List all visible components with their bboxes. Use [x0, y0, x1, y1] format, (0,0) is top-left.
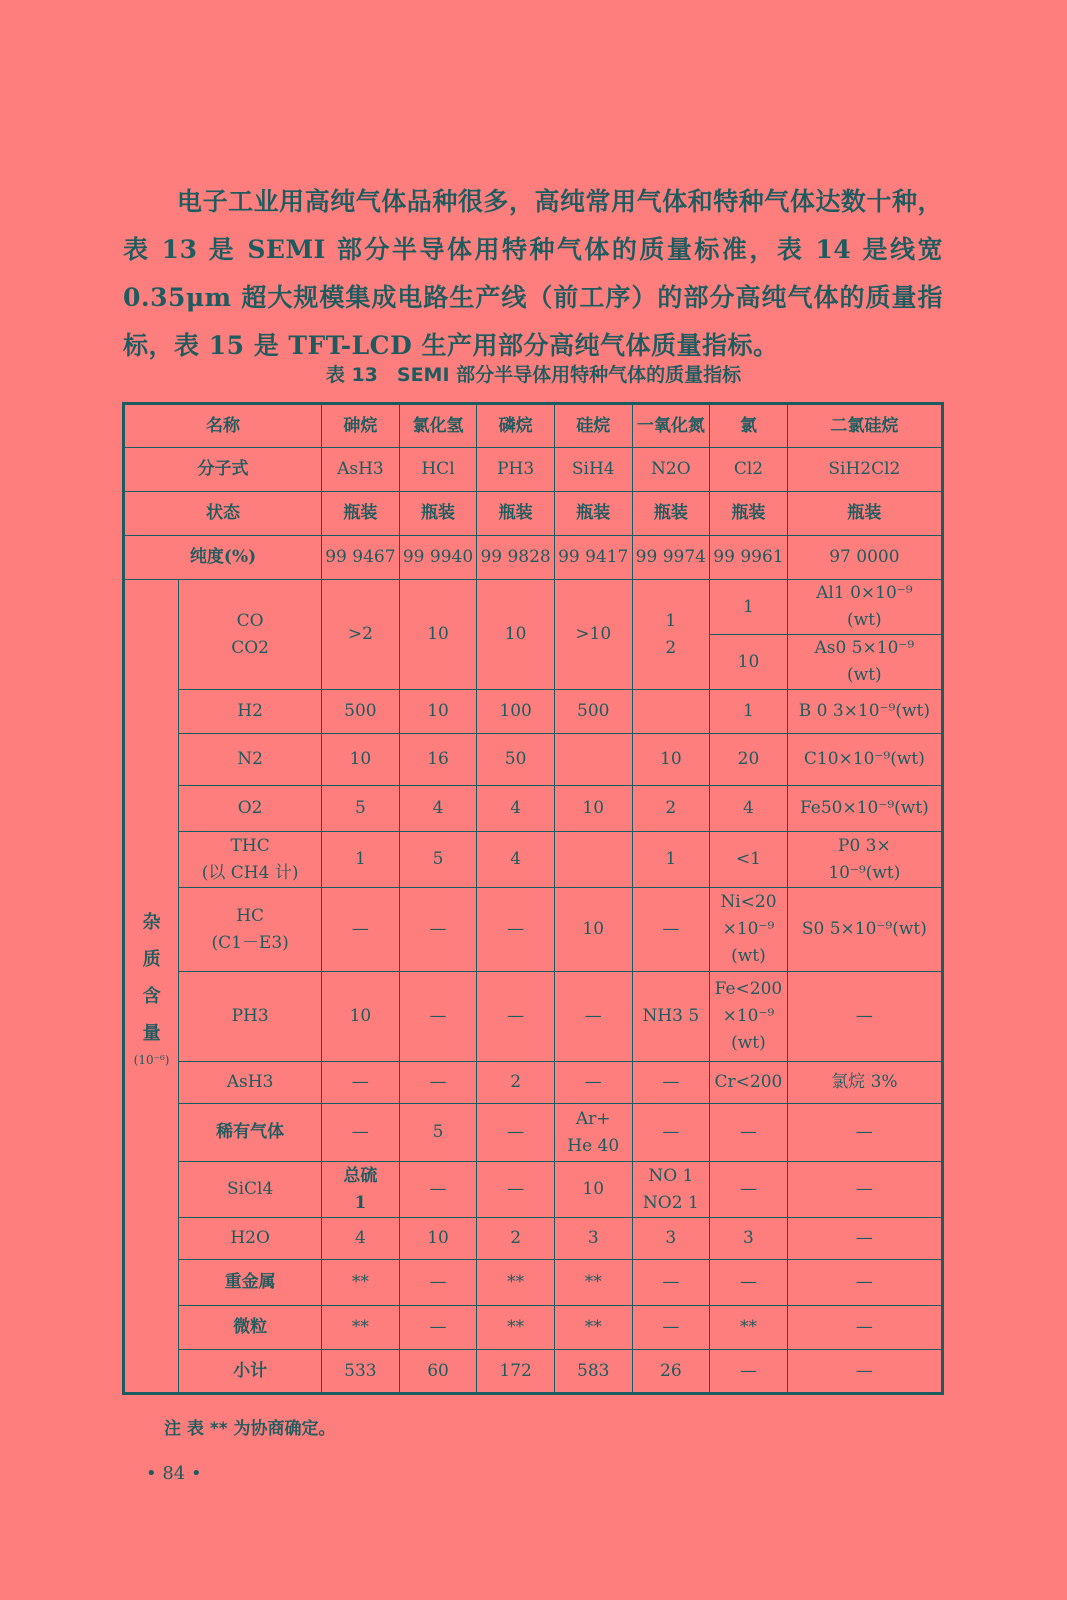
particle-row — [124, 1306, 943, 1350]
ph3-cl-b: ×10⁻⁹ — [722, 1006, 775, 1026]
heavy-metal-cell: — — [632, 1260, 710, 1306]
h2o-row — [124, 1218, 943, 1260]
co-no-1: 1 — [665, 610, 677, 631]
thc-label-1: THC — [230, 835, 270, 856]
co-no-2: 2 — [665, 637, 677, 658]
n2-row — [124, 734, 943, 786]
hc-label — [179, 888, 322, 972]
n2-cell: 10 — [322, 734, 400, 786]
state-cell: 瓶装 — [322, 492, 400, 536]
h2-cell: B 0 3×10⁻⁹(wt) — [787, 690, 942, 734]
rare-gas-cell: — — [710, 1104, 788, 1162]
purity-cell: 99 9940 — [399, 536, 477, 580]
ph3-row — [124, 972, 943, 1062]
particle-cell: ** — [477, 1306, 555, 1350]
rare-gas-silane-b: He 40 — [567, 1135, 620, 1156]
subtotal-row — [124, 1350, 943, 1394]
rare-gas-cell: — — [477, 1104, 555, 1162]
co-phosphine: 10 — [477, 580, 555, 690]
purity-cell: 97 0000 — [787, 536, 942, 580]
sicl4-cell: — — [477, 1162, 555, 1218]
ash3-cell: — — [554, 1062, 632, 1104]
table-note: 注 表 ** 为协商确定。 — [164, 1419, 336, 1439]
h2o-cell: 3 — [710, 1218, 788, 1260]
hc-chlorine — [710, 888, 788, 972]
h2o-cell: 3 — [554, 1218, 632, 1260]
sicl4-arsine-a: 总硫 — [343, 1165, 378, 1186]
ash3-cell: — — [632, 1062, 710, 1104]
hc-cell: — — [477, 888, 555, 972]
particle-label: 微粒 — [179, 1306, 322, 1350]
thc-cell — [554, 832, 632, 888]
co-dcs-2b: (wt) — [847, 665, 882, 685]
subtotal-cell: 583 — [554, 1350, 632, 1394]
purity-cell: 99 9417 — [554, 536, 632, 580]
n2-cell: C10×10⁻⁹(wt) — [787, 734, 942, 786]
heavy-metal-cell: — — [399, 1260, 477, 1306]
ph3-cell: 10 — [322, 972, 400, 1062]
rare-gas-label: 稀有气体 — [179, 1104, 322, 1162]
co-dcs-1b: (wt) — [847, 610, 882, 630]
particle-cell: — — [399, 1306, 477, 1350]
ph3-cell: NH3 5 — [632, 972, 710, 1062]
subtotal-cell: 533 — [322, 1350, 400, 1394]
formula-cell: SiH2Cl2 — [787, 448, 942, 492]
impurity-char: 含 — [142, 986, 161, 1007]
co-dcs-2 — [787, 635, 942, 690]
o2-label: O2 — [179, 786, 322, 832]
formula-row — [124, 448, 943, 492]
sicl4-no-b: NO2 1 — [642, 1192, 699, 1213]
impurity-unit: (10⁻⁶) — [133, 1053, 170, 1067]
subtotal-label: 小计 — [179, 1350, 322, 1394]
purity-cell: 99 9828 — [477, 536, 555, 580]
thc-label — [179, 832, 322, 888]
purity-cell: 99 9961 — [710, 536, 788, 580]
h2o-cell: 3 — [632, 1218, 710, 1260]
table-title: 表 13 SEMI 部分半导体用特种气体的质量指标 — [325, 364, 742, 386]
h2-cell: 1 — [710, 690, 788, 734]
gas-nitrous-oxide: 一氧化氮 — [632, 404, 710, 448]
ash3-cell: 氯烷 3% — [787, 1062, 942, 1104]
particle-cell: ** — [322, 1306, 400, 1350]
gas-chlorine: 氯 — [710, 404, 788, 448]
h2o-cell: — — [787, 1218, 942, 1260]
rare-gas-silane-a: Ar+ — [575, 1108, 611, 1129]
ph3-cell: — — [554, 972, 632, 1062]
subtotal-cell: 172 — [477, 1350, 555, 1394]
sicl4-arsine — [322, 1162, 400, 1218]
thc-dcs — [787, 832, 942, 888]
co-label — [179, 580, 322, 690]
o2-cell: Fe50×10⁻⁹(wt) — [787, 786, 942, 832]
n2-cell: 20 — [710, 734, 788, 786]
particle-cell: ** — [710, 1306, 788, 1350]
formula-cell: N2O — [632, 448, 710, 492]
formula-cell: HCl — [399, 448, 477, 492]
h2o-cell: 2 — [477, 1218, 555, 1260]
state-cell: 瓶装 — [477, 492, 555, 536]
h2-label: H2 — [179, 690, 322, 734]
n2-cell: 16 — [399, 734, 477, 786]
impurity-group-label — [124, 580, 179, 1394]
purity-cell: 99 9467 — [322, 536, 400, 580]
state-cell: 瓶装 — [632, 492, 710, 536]
sicl4-label: SiCl4 — [179, 1162, 322, 1218]
co-chlorine-2: 10 — [710, 635, 788, 690]
intro-paragraph-text: 电子工业用高纯气体品种很多，高纯常用气体和特种气体达数十种，表 13 是 SEMI 部分半导体用特种气体的质量标准，表 14 是线宽 0.35μm 超大规模集成电路生产线（前工序）的部分高纯气体的质量指标，表 15 是 TFT-LCD 生产用部分高纯气体质量指标。 — [123, 187, 943, 360]
gas-silane: 硅烷 — [554, 404, 632, 448]
thc-cell: 1 — [632, 832, 710, 888]
o2-cell: 4 — [710, 786, 788, 832]
subtotal-cell: 60 — [399, 1350, 477, 1394]
hc-row — [124, 888, 943, 972]
co-label-1: CO — [236, 610, 264, 631]
thc-label-2: (以 CH4 计) — [201, 862, 299, 883]
thc-cell: <1 — [710, 832, 788, 888]
o2-cell: 10 — [554, 786, 632, 832]
ash3-row — [124, 1062, 943, 1104]
rare-gas-cell: — — [632, 1104, 710, 1162]
sicl4-row — [124, 1162, 943, 1218]
particle-cell: — — [787, 1306, 942, 1350]
sicl4-arsine-b: 1 — [354, 1192, 367, 1213]
co-chlorine-1: 1 — [710, 580, 788, 635]
ash3-cell: — — [322, 1062, 400, 1104]
thc-cell: 1 — [322, 832, 400, 888]
formula-label: 分子式 — [124, 448, 322, 492]
h2-cell: 500 — [554, 690, 632, 734]
thc-cell: 4 — [477, 832, 555, 888]
gas-phosphine: 磷烷 — [477, 404, 555, 448]
co-dcs-1 — [787, 580, 942, 635]
ash3-cell: Cr<200 — [710, 1062, 788, 1104]
co-dcs-1a: Al1 0×10⁻⁹ — [816, 583, 913, 603]
ash3-label: AsH3 — [179, 1062, 322, 1104]
sicl4-cell: — — [399, 1162, 477, 1218]
h2o-label: H2O — [179, 1218, 322, 1260]
subtotal-cell: — — [787, 1350, 942, 1394]
subtotal-cell: — — [710, 1350, 788, 1394]
heavy-metal-cell: — — [710, 1260, 788, 1306]
sicl4-cell: — — [787, 1162, 942, 1218]
formula-cell: PH3 — [477, 448, 555, 492]
n2-cell — [554, 734, 632, 786]
state-cell: 瓶装 — [787, 492, 942, 536]
ph3-label: PH3 — [179, 972, 322, 1062]
thc-dcs-a: P0 3× — [838, 835, 891, 856]
subtotal-cell: 26 — [632, 1350, 710, 1394]
n2-cell: 10 — [632, 734, 710, 786]
thc-row — [124, 832, 943, 888]
ph3-cl-a: Fe<200 — [714, 979, 783, 999]
hc-cell: 10 — [554, 888, 632, 972]
gas-arsine: 砷烷 — [322, 404, 400, 448]
hc-cell: — — [399, 888, 477, 972]
co-nitrous-oxide — [632, 580, 710, 690]
formula-cell: Cl2 — [710, 448, 788, 492]
purity-cell: 99 9974 — [632, 536, 710, 580]
o2-cell: 4 — [399, 786, 477, 832]
hc-cell: — — [322, 888, 400, 972]
o2-cell: 5 — [322, 786, 400, 832]
h2-cell: 10 — [399, 690, 477, 734]
hc-cl-b: ×10⁻⁹ — [722, 919, 775, 939]
intro-paragraph — [123, 178, 943, 370]
h2-row — [124, 690, 943, 734]
purity-label: 纯度(%) — [124, 536, 322, 580]
hc-cl-c: (wt) — [731, 946, 766, 966]
rare-gas-cell: — — [787, 1104, 942, 1162]
rare-gas-row — [124, 1104, 943, 1162]
co-label-2: CO2 — [231, 637, 269, 658]
particle-cell: ** — [554, 1306, 632, 1350]
sicl4-no — [632, 1162, 710, 1218]
gas-hcl: 氯化氢 — [399, 404, 477, 448]
h2-cell: 100 — [477, 690, 555, 734]
purity-row — [124, 536, 943, 580]
hc-cell: — — [632, 888, 710, 972]
o2-cell: 2 — [632, 786, 710, 832]
heavy-metal-cell: ** — [322, 1260, 400, 1306]
heavy-metal-cell: — — [787, 1260, 942, 1306]
co-row-1 — [124, 580, 943, 635]
ph3-cell: — — [477, 972, 555, 1062]
heavy-metal-cell: ** — [477, 1260, 555, 1306]
ash3-cell: — — [399, 1062, 477, 1104]
heavy-metal-row — [124, 1260, 943, 1306]
o2-row — [124, 786, 943, 832]
page-number: • 84 • — [146, 1463, 202, 1484]
quality-table — [122, 402, 944, 1395]
state-label: 状态 — [124, 492, 322, 536]
h2-cell: 500 — [322, 690, 400, 734]
hc-label-1: HC — [236, 905, 265, 926]
hc-cl-a: Ni<20 — [720, 892, 777, 912]
rare-gas-cell: 5 — [399, 1104, 477, 1162]
ph3-dcs: — — [787, 972, 942, 1062]
state-cell: 瓶装 — [710, 492, 788, 536]
sicl4-cell: — — [710, 1162, 788, 1218]
rare-gas-silane — [554, 1104, 632, 1162]
rare-gas-cell: — — [322, 1104, 400, 1162]
state-cell: 瓶装 — [554, 492, 632, 536]
ph3-cell: — — [399, 972, 477, 1062]
h2o-cell: 10 — [399, 1218, 477, 1260]
h2o-cell: 4 — [322, 1218, 400, 1260]
ph3-chlorine — [710, 972, 788, 1062]
formula-cell: SiH4 — [554, 448, 632, 492]
state-cell: 瓶装 — [399, 492, 477, 536]
formula-cell: AsH3 — [322, 448, 400, 492]
sicl4-cell: 10 — [554, 1162, 632, 1218]
state-row — [124, 492, 943, 536]
sicl4-no-a: NO 1 — [648, 1165, 694, 1186]
impurity-char: 杂 — [142, 912, 161, 933]
co-hcl: 10 — [399, 580, 477, 690]
particle-cell: — — [632, 1306, 710, 1350]
ash3-cell: 2 — [477, 1062, 555, 1104]
name-label: 名称 — [124, 404, 322, 448]
n2-cell: 50 — [477, 734, 555, 786]
o2-cell: 4 — [477, 786, 555, 832]
ph3-cl-c: (wt) — [731, 1033, 766, 1053]
hc-label-2: (C1－E3) — [211, 932, 289, 953]
n2-label: N2 — [179, 734, 322, 786]
gas-dichlorosilane: 二氯硅烷 — [787, 404, 942, 448]
thc-dcs-b: 10⁻⁹(wt) — [828, 862, 901, 883]
impurity-char: 质 — [142, 949, 161, 970]
co-dcs-2a: As0 5×10⁻⁹ — [814, 638, 915, 658]
hc-dcs: S0 5×10⁻⁹(wt) — [787, 888, 942, 972]
co-silane: >10 — [554, 580, 632, 690]
co-arsine: >2 — [322, 580, 400, 690]
heavy-metal-label: 重金属 — [179, 1260, 322, 1306]
h2-cell — [632, 690, 710, 734]
impurity-char: 量 — [142, 1023, 161, 1044]
header-row — [124, 404, 943, 448]
heavy-metal-cell: ** — [554, 1260, 632, 1306]
thc-cell: 5 — [399, 832, 477, 888]
